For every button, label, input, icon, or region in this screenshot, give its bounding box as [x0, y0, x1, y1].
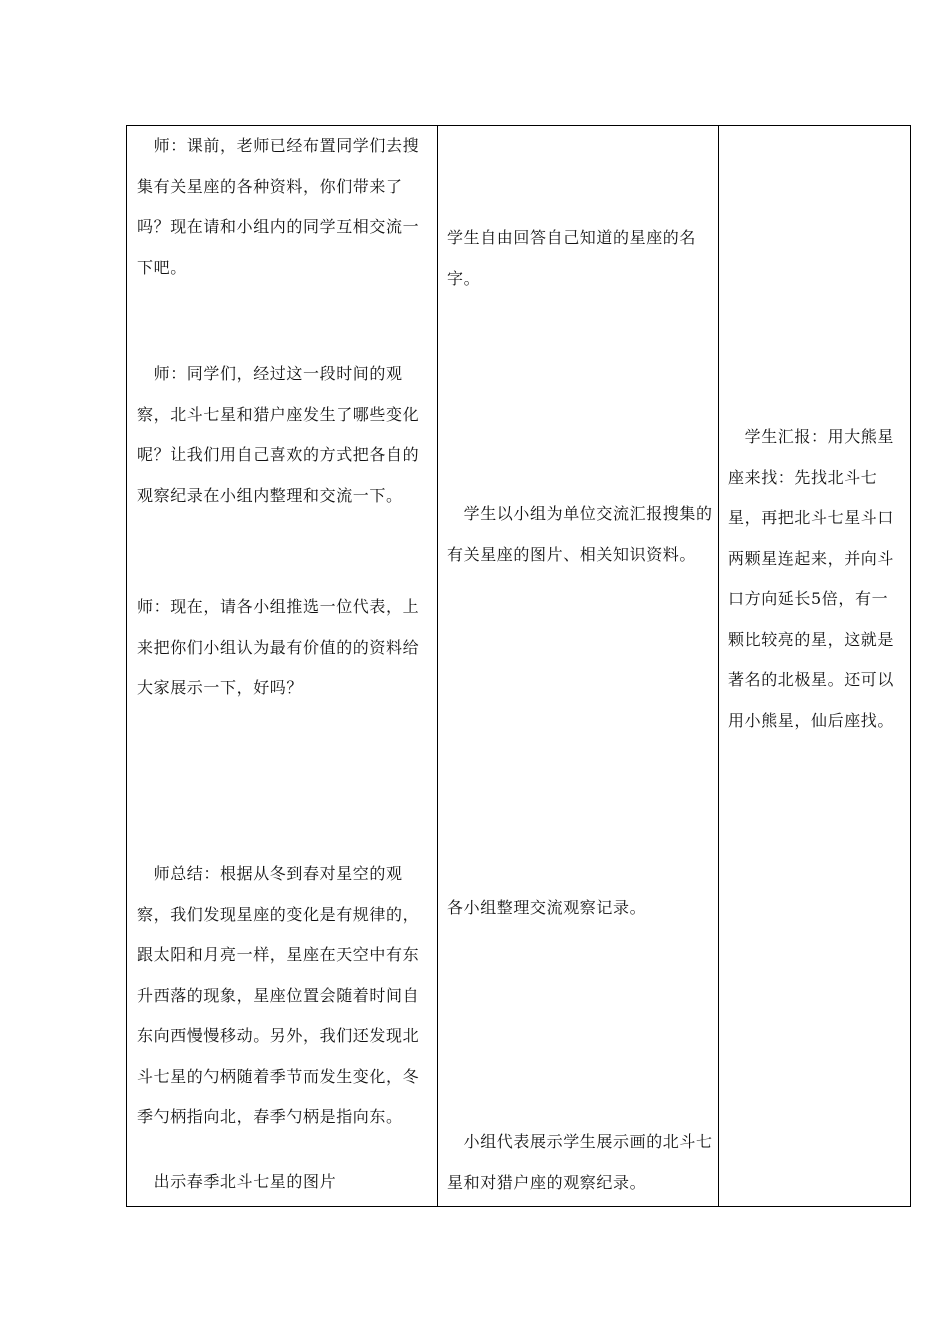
student-text-1: 学生自由回答自己知道的星座的名字。 [447, 228, 697, 288]
lesson-table [126, 125, 911, 1207]
student-text-2: 学生以小组为单位交流汇报搜集的有关星座的图片、相关知识资料。 [447, 504, 713, 564]
student-text-3: 各小组整理交流观察记录。 [447, 898, 647, 917]
teacher-text-3: 师：现在，请各小组推选一位代表，上来把你们小组认为最有价值的的资料给大家展示一下，好吗？ [137, 597, 420, 697]
student-text-4: 小组代表展示学生展示画的北斗七星和对猎户座的观察纪录。 [447, 1132, 713, 1192]
column-divider-1 [437, 126, 438, 1206]
teacher-text-2: 师：同学们，经过这一段时间的观察，北斗七星和猎户座发生了哪些变化呢？让我们用自己喜欢的方式把各自的观察纪录在小组内整理和交流一下。 [137, 364, 420, 505]
teacher-summary: 师总结：根据从冬到春对星空的观察，我们发现星座的变化是有规律的，跟太阳和月亮一样，星座在天空中有东升西落的现象，星座位置会随着时间自东向西慢慢移动。另外，我们还发现北斗七星的勺柄随着季节而发生变化，冬季勺柄指向北，春季勺柄是指向东。 [137, 864, 420, 1126]
teacher-text-1: 师：课前，老师已经布置同学们去搜集有关星座的各种资料，你们带来了吗？现在请和小组内的同学互相交流一下吧。 [137, 136, 420, 277]
student-report: 学生汇报：用大熊星座来找：先找北斗七星，再把北斗七星斗口两颗星连起来，并向斗口方向延长5倍，有一颗比较亮的星，这就是著名的北极星。还可以用小熊星，仙后座找。 [728, 427, 895, 730]
teacher-text-5: 出示春季北斗七星的图片 [137, 1172, 337, 1191]
column-divider-2 [718, 126, 719, 1206]
